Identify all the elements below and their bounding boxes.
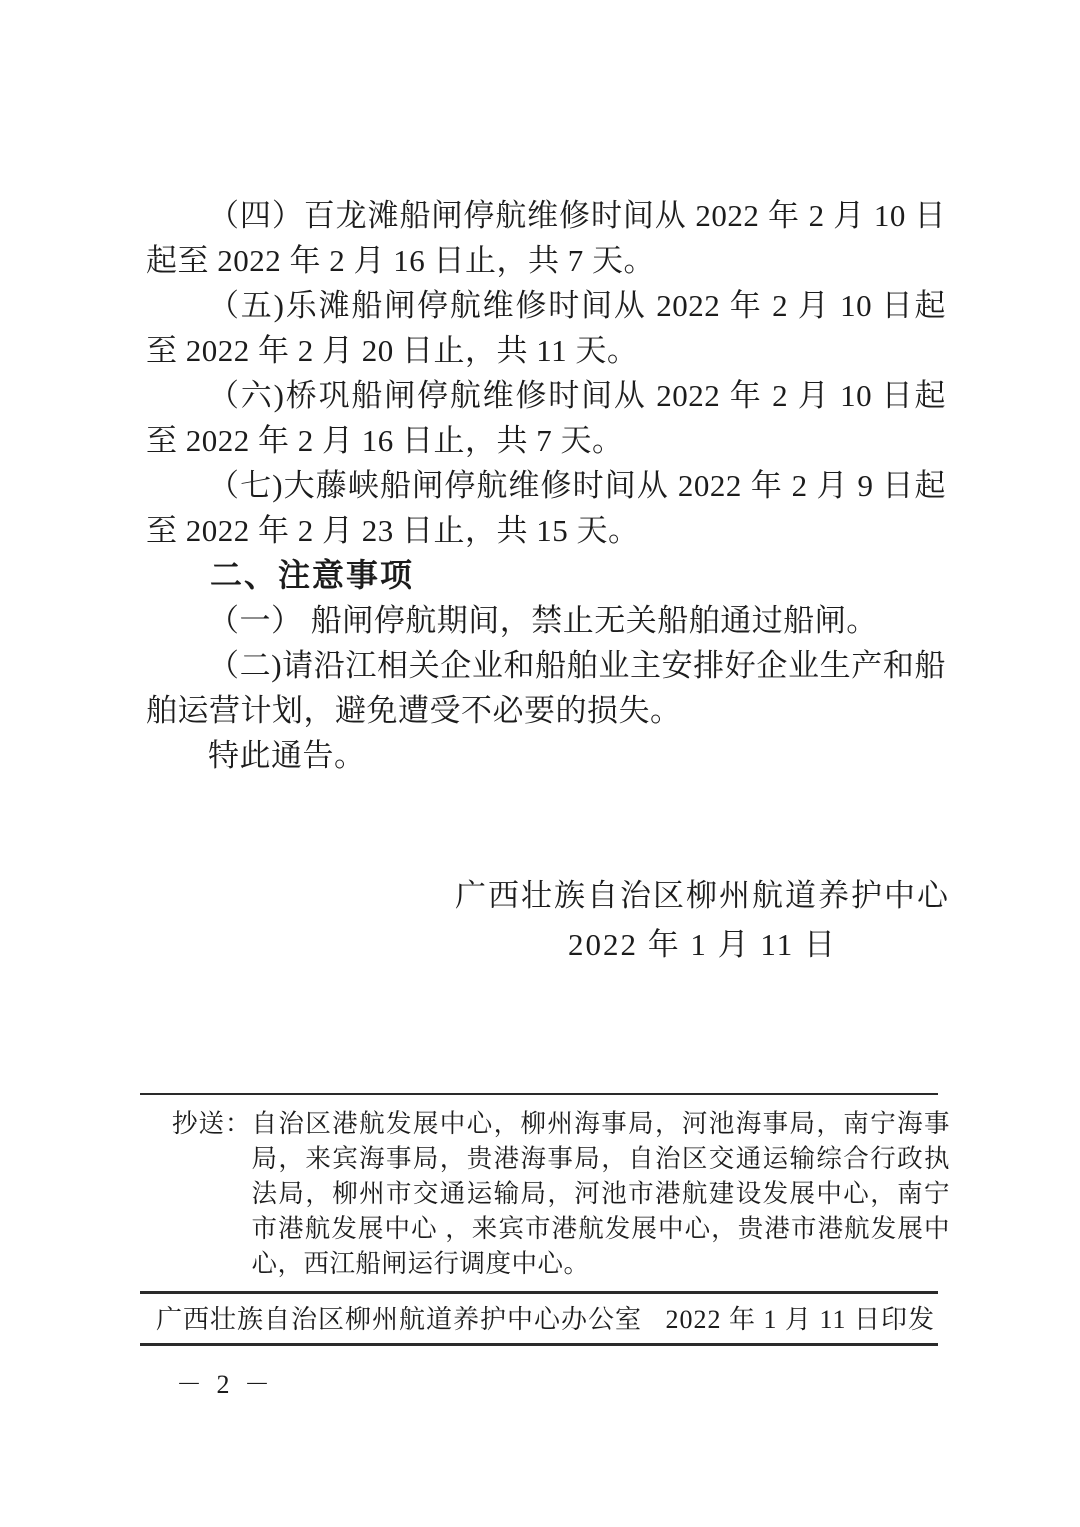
maintenance-item-4: （四）百龙滩船闸停航维修时间从 2022 年 2 月 10 日起至 2022 年 2 月 16 日止，共 7 天。 <box>146 198 946 278</box>
page-number: － 2 － <box>176 1370 275 1399</box>
note-item-2: （二)请沿江相关企业和船舶业主安排好企业生产和船舶运营计划，避免遭受不必要的损失。 <box>146 648 946 728</box>
footer-divider-middle <box>140 1291 938 1294</box>
signature-block <box>455 871 950 969</box>
footer-divider-top <box>140 1093 938 1095</box>
maintenance-item-5: （五)乐滩船闸停航维修时间从 2022 年 2 月 10 日起至 2022 年 2 月 20 日止，共 11 天。 <box>146 288 946 368</box>
maintenance-item-6: （六)桥巩船闸停航维修时间从 2022 年 2 月 10 日起至 2022 年 2 月 16 日止，共 7 天。 <box>146 378 946 458</box>
cc-label: 抄送： <box>172 1109 252 1138</box>
footer-divider-bottom <box>140 1343 938 1346</box>
section-heading-notes: 二、注意事项 <box>210 557 415 593</box>
signature-date: 2022 年 1 月 11 日 <box>567 927 838 962</box>
maintenance-item-7: （七)大藤峡船闸停航维修时间从 2022 年 2 月 9 日起至 2022 年 2 月 23 日止，共 15 天。 <box>146 468 946 548</box>
notice-body <box>146 193 946 778</box>
signature-organization: 广西壮族自治区柳州航道养护中心 <box>455 878 950 913</box>
issuer-row <box>156 1298 935 1342</box>
note-item-1: （一） 船闸停航期间，禁止无关船舶通过船闸。 <box>208 603 878 638</box>
cc-block <box>172 1106 950 1281</box>
print-date: 2022 年 1 月 11 日印发 <box>665 1305 935 1334</box>
issuing-office: 广西壮族自治区柳州航道养护中心办公室 <box>156 1305 643 1334</box>
closing-statement: 特此通告。 <box>208 738 366 773</box>
cc-recipients: 自治区港航发展中心，柳州海事局，河池海事局，南宁海事局，来宾海事局，贵港海事局，自治区交通运输综合行政执法局，柳州市交通运输局，河池市港航建设发展中心，南宁市港航发展中心 ，来宾市港航发展中心，贵港市港航发展中心，西江船闸运行调度中心。 <box>251 1109 950 1278</box>
